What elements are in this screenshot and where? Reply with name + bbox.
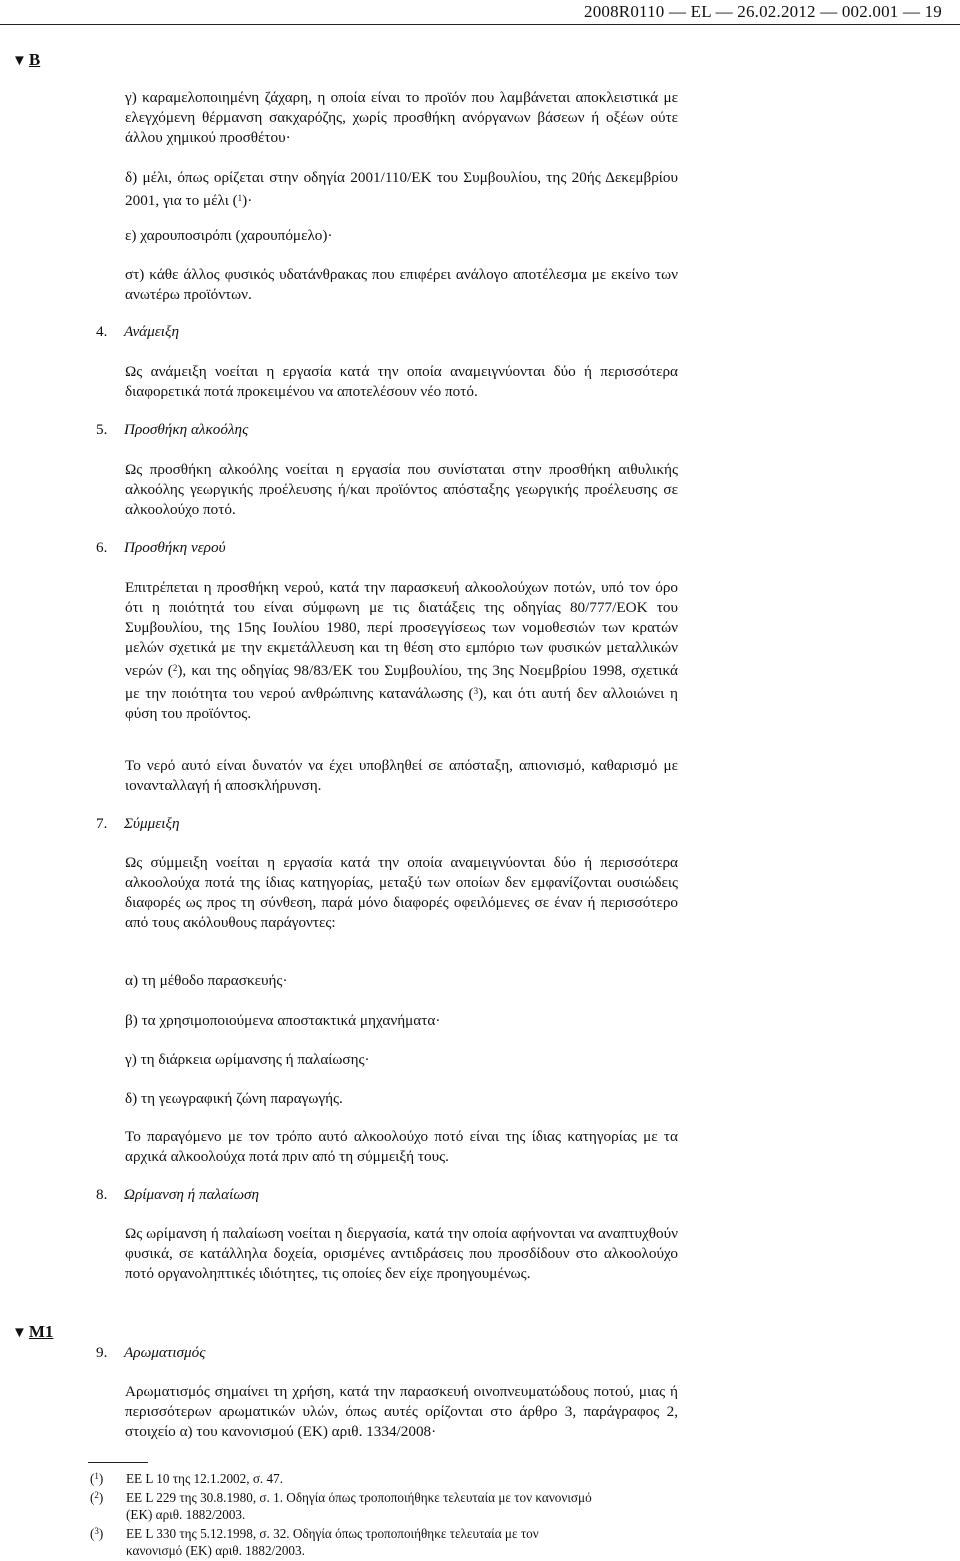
item-d [125, 168, 678, 211]
footnote-text: ΕΕ L 330 της 5.12.1998, σ. 32. Οδηγία όπως τροποποιήθηκε τελευταία με τον [126, 1526, 539, 1541]
footnote-ref[interactable]: 2 [172, 663, 178, 673]
item-d-tail: )· [242, 192, 253, 209]
section-title: Αρωματισμός [124, 1344, 206, 1361]
marker-label: B [28, 50, 41, 69]
section-6-para-2: Το νερό αυτό είναι δυνατόν να έχει υποβληθεί σε απόσταξη, απιονισμό, καθαρισμό με ιονανταλλαγή ή αποσκλήρυνση. [125, 757, 678, 794]
triangle-down-icon: ▼ [12, 53, 27, 69]
section-heading-8 [96, 1185, 259, 1205]
amendment-marker-m1 [12, 1322, 53, 1342]
section-number: 4. [96, 323, 108, 340]
footnote-rule [88, 1462, 148, 1463]
section-number: 8. [96, 1186, 108, 1203]
section-9-body: Αρωματισμός σημαίνει τη χρήση, κατά την παρασκευή οινοπνευματώδους ποτού, μιας ή περισσότερων αρωματικών υλών, όπως αυτές ορίζονται στο άρθρο 3, παράγραφος 2, στοιχείο α) του κανονισμού (ΕΚ) αριθ. 1334/2008· [125, 1383, 678, 1440]
section-6-para-1 [125, 578, 678, 724]
section-8-body: Ως ωρίμανση ή παλαίωση νοείται η διεργασία, κατά την οποία αφήνονται να αναπτυχθούν φυσικά, σε κατάλληλα δοχεία, ορισμένες αντιδράσεις που προσδίδουν στο αλκοολούχο ποτό οργανοληπτικές ιδιότητες, τις οποίες δεν είχε προηγουμένως. [125, 1225, 678, 1282]
item-d-text: δ) μέλι, όπως ορίζεται στην οδηγία 2001/110/ΕΚ του Συμβουλίου, της 20ής Δεκεμβρίου 2001, για το μέλι ( [125, 169, 678, 209]
triangle-down-icon: ▼ [12, 1325, 27, 1341]
section-number: 5. [96, 421, 108, 438]
marker-label: M1 [28, 1322, 54, 1341]
section-7-tail: Το παραγόμενο με τον τρόπο αυτό αλκοολούχο ποτό είναι της ίδιας κατηγορίας με τα αρχικά αλκοολούχα ποτά πριν από τη σύμμειξή τους. [125, 1128, 678, 1165]
section-title: Ωρίμανση ή παλαίωση [124, 1186, 260, 1203]
section-heading-6 [96, 538, 226, 558]
section-title: Προσθήκη νερού [124, 539, 226, 556]
section-title: Προσθήκη αλκοόλης [124, 421, 249, 438]
section-7-item-b: β) τα χρησιμοποιούμενα αποστακτικά μηχανήματα· [125, 1012, 441, 1029]
footnote-ref[interactable]: 3 [473, 686, 479, 696]
item-st: στ) κάθε άλλος φυσικός υδατάνθρακας που επιφέρει ανάλογο αποτέλεσμα με εκείνο των ανωτέρω προϊόντων. [125, 266, 678, 303]
para-text: Επιτρέπεται η προσθήκη νερού, κατά την παρασκευή αλκοολούχων ποτών, υπό τον όρο ότι η ποιότητά του είναι σύμφωνη με τις διατάξεις της οδηγίας 80/777/ΕΟΚ του Συμβουλίου, της 15ης Ιουλίου 1980, περί προσεγγίσεως των νομοθεσιών των κρατών μελών σχετικά με την εκμετάλλευση και τη θέση στο εμπόριο των φυσικών μεταλλικών νερών ( [125, 579, 678, 679]
footnote-3: ($^3$) ΕΕ L 330 της 5.12.1998, σ. 32. Οδηγία όπως τροποποιήθηκε τελευταία με τον κανονισμό (ΕΚ) αριθ. 1882/2003. [90, 1523, 680, 1559]
footnote-continuation: κανονισμό (ΕΚ) αριθ. 1882/2003. [126, 1543, 305, 1558]
section-heading-5 [96, 420, 248, 440]
footnote-ref[interactable]: 1 [237, 193, 243, 203]
document-reference: 2008R0110 — EL — 26.02.2012 — 002.001 — 19 [584, 2, 942, 21]
footnote-text: ΕΕ L 229 της 30.8.1980, σ. 1. Οδηγία όπως τροποποιήθηκε τελευταία με τον κανονισμό [126, 1490, 592, 1505]
section-title: Ανάμειξη [124, 323, 180, 340]
section-heading-9 [96, 1343, 205, 1363]
section-5-body: Ως προσθήκη αλκοόλης νοείται η εργασία που συνίσταται στην προσθήκη αιθυλικής αλκοόλης γεωργικής προέλευσης ή/και προϊόντος απόσταξης γεωργικής προέλευσης σε αλκοολούχο ποτό. [125, 461, 678, 518]
section-heading-7 [96, 814, 180, 834]
para-text: ), και της οδηγίας 98/83/ΕΚ του Συμβουλίου, της 3ης Νοεμβρίου 1998, σχετικά με την ποιότητα του νερού ανθρώπινης κατανάλωσης ( [125, 662, 678, 702]
footnote-continuation: (ΕΚ) αριθ. 1882/2003. [126, 1507, 246, 1522]
footnote-number: 3 [94, 1526, 99, 1536]
section-7-item-a: α) τη μέθοδο παρασκευής· [125, 972, 288, 989]
footnote-1: ($^1$) ΕΕ L 10 της 12.1.2002, σ. 47. [90, 1471, 284, 1486]
footnote-number: 2 [94, 1490, 99, 1500]
section-7-item-d: δ) τη γεωγραφική ζώνη παραγωγής. [125, 1090, 343, 1107]
header-rule [0, 24, 960, 25]
section-number: 9. [96, 1344, 108, 1361]
section-4-body: Ως ανάμειξη νοείται η εργασία κατά την οποία αναμειγνύονται δύο ή περισσότερα διαφορετικά ποτά προκειμένου να αποτελέσουν νέο ποτό. [125, 363, 678, 400]
section-number: 7. [96, 815, 108, 832]
section-7-body: Ως σύμμειξη νοείται η εργασία κατά την οποία αναμειγνύονται δύο ή περισσότερα αλκοολούχα ποτά της ίδιας κατηγορίας, μεταξύ των οποίων δεν εμφανίζονται ουσιώδεις διαφορές ως προς τη σύνθεση, παρά μόνο διαφορές οφειλόμενες σε έναν ή περισσότερο από τους ακόλουθους παράγοντες: [125, 854, 678, 931]
item-e: ε) χαρουποσιρόπι (χαρουπόμελο)· [125, 227, 333, 244]
section-title: Σύμμειξη [124, 815, 180, 832]
item-g: γ) καραμελοποιημένη ζάχαρη, η οποία είναι το προϊόν που λαμβάνεται αποκλειστικά με ελεγχόμενη θέρμανση σακχαρόζης, χωρίς προσθήκη ανόργανων βάσεων ή οξέων ούτε άλλου χημικού προσθέτου· [125, 89, 678, 146]
footnote-number: 1 [94, 1471, 99, 1481]
section-7-item-c: γ) τη διάρκεια ωρίμανσης ή παλαίωσης· [125, 1051, 370, 1068]
footnote-2: ($^2$) ΕΕ L 229 της 30.8.1980, σ. 1. Οδηγία όπως τροποποιήθηκε τελευταία με τον κανονισμό (ΕΚ) αριθ. 1882/2003. [90, 1487, 680, 1523]
amendment-marker-b [12, 50, 40, 70]
para-text: ), και ότι αυτή δεν αλλοιώνει η φύση του προϊόντος. [125, 685, 679, 722]
footnote-text: ΕΕ L 10 της 12.1.2002, σ. 47. [126, 1471, 284, 1486]
section-heading-4 [96, 322, 179, 342]
section-number: 6. [96, 539, 108, 556]
